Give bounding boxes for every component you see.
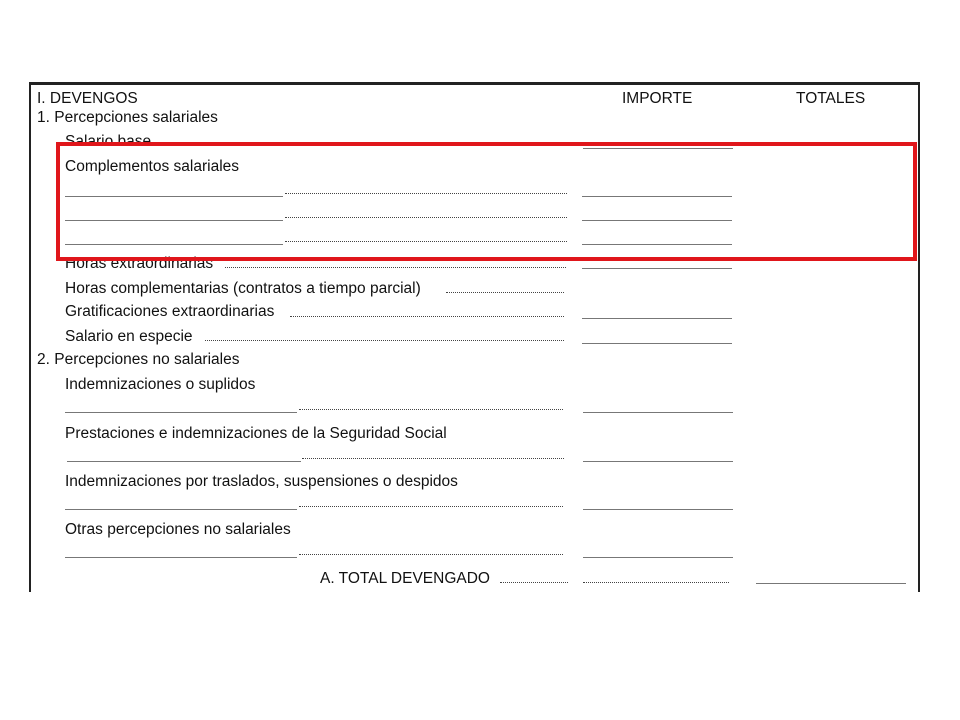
importe-total-dots xyxy=(583,582,729,583)
section-1-title: 1. Percepciones salariales xyxy=(37,109,218,126)
leader-dots xyxy=(299,554,563,555)
leader-dots xyxy=(285,193,567,194)
complementos-label: Complementos salariales xyxy=(65,158,240,175)
horas-extra-label: Horas extraordinarias xyxy=(65,255,214,272)
totales-column-header: TOTALES xyxy=(796,90,866,107)
leader-dots xyxy=(225,267,566,268)
importe-field[interactable] xyxy=(583,509,733,510)
importe-field-gratificaciones[interactable] xyxy=(582,318,732,319)
leader-dots xyxy=(285,217,567,218)
leader-dots xyxy=(299,506,563,507)
concept-field[interactable] xyxy=(65,557,297,558)
importe-field-salario-base[interactable] xyxy=(583,148,733,149)
concept-field[interactable] xyxy=(65,509,297,510)
leader-dots xyxy=(302,458,564,459)
otras-percepciones-label: Otras percepciones no salariales xyxy=(65,521,291,538)
total-devengado-label: A. TOTAL DEVENGADO xyxy=(320,570,490,587)
leader-dots xyxy=(290,316,564,317)
importe-field[interactable] xyxy=(582,220,732,221)
concept-field[interactable] xyxy=(65,220,283,221)
concept-field[interactable] xyxy=(65,196,283,197)
importe-field-especie[interactable] xyxy=(582,343,732,344)
especie-label: Salario en especie xyxy=(65,328,193,345)
horas-complementarias-label: Horas complementarias (contratos a tiempo parcial) xyxy=(65,280,421,297)
concept-field[interactable] xyxy=(65,412,297,413)
leader-dots xyxy=(446,292,564,293)
indemnizaciones-label: Indemnizaciones o suplidos xyxy=(65,376,256,393)
importe-field[interactable] xyxy=(582,244,732,245)
total-field[interactable] xyxy=(756,583,906,584)
concept-field[interactable] xyxy=(65,244,283,245)
leader-dots xyxy=(500,582,568,583)
leader-dots xyxy=(285,241,567,242)
importe-field[interactable] xyxy=(583,557,733,558)
importe-field[interactable] xyxy=(582,196,732,197)
importe-field[interactable] xyxy=(583,461,733,462)
section-2-title: 2. Percepciones no salariales xyxy=(37,351,240,368)
leader-dots xyxy=(205,340,564,341)
leader-dots xyxy=(299,409,563,410)
gratificaciones-label: Gratificaciones extraordinarias xyxy=(65,303,275,320)
concept-field[interactable] xyxy=(67,461,301,462)
salario-base-label: Salario base xyxy=(65,133,152,150)
importe-field-horas-extra[interactable] xyxy=(582,268,732,269)
leader-dots xyxy=(160,145,566,146)
importe-field[interactable] xyxy=(583,412,733,413)
importe-column-header: IMPORTE xyxy=(622,90,693,107)
section-title: I. DEVENGOS xyxy=(37,90,138,107)
traslados-label: Indemnizaciones por traslados, suspensiones o despidos xyxy=(65,473,458,490)
prestaciones-label: Prestaciones e indemnizaciones de la Seguridad Social xyxy=(65,425,447,442)
